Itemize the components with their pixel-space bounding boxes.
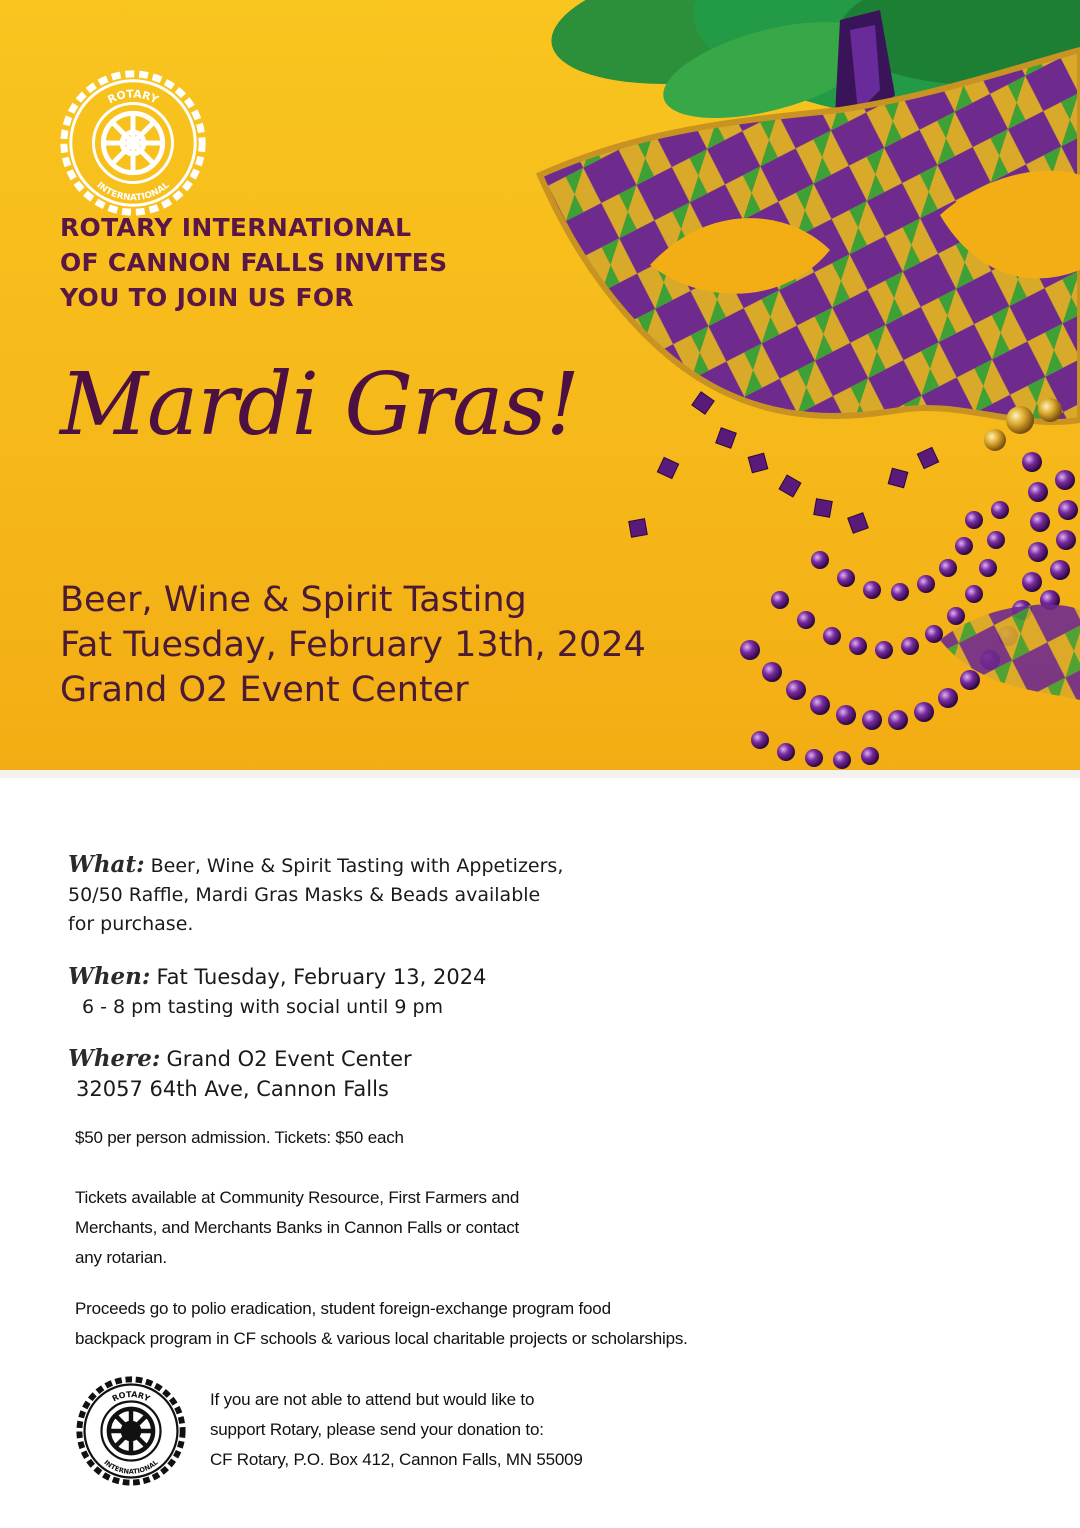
what-section <box>68 850 563 939</box>
where-venue: Grand O2 Event Center <box>166 1047 412 1071</box>
donation-section <box>210 1385 583 1475</box>
what-text: 50/50 Raffle, Mardi Gras Masks & Beads available <box>68 884 541 906</box>
what-label: What: <box>68 851 145 878</box>
when-date: Fat Tuesday, February 13, 2024 <box>156 965 487 989</box>
when-label: When: <box>68 963 151 990</box>
invitation-headline <box>60 210 480 315</box>
rotary-logo <box>54 64 212 222</box>
where-label: Where: <box>68 1045 161 1072</box>
where-address: 32057 64th Ave, Cannon Falls <box>76 1077 389 1101</box>
donation-text: If you are not able to attend but would like to <box>210 1390 535 1409</box>
event-title: Mardi Gras! <box>60 355 580 455</box>
when-section <box>68 962 486 1022</box>
svg-text:INTERNATIONAL: INTERNATIONAL <box>94 180 172 204</box>
where-section <box>68 1044 412 1104</box>
price-text: $50 per person admission. Tickets: $50 each <box>75 1128 404 1147</box>
proceeds-section <box>75 1294 688 1354</box>
what-text: for purchase. <box>68 913 194 935</box>
headline-line: ROTARY INTERNATIONAL <box>60 213 412 242</box>
tickets-text: Tickets available at Community Resource, First Farmers and <box>75 1188 520 1207</box>
tickets-text: Merchants, and Merchants Banks in Cannon Falls or contact <box>75 1218 520 1237</box>
headline-line: YOU TO JOIN US FOR <box>60 283 354 312</box>
headline-line: OF CANNON FALLS INVITES <box>60 248 448 277</box>
what-text: Beer, Wine & Spirit Tasting with Appetizers, <box>150 855 564 877</box>
when-time: 6 - 8 pm tasting with social until 9 pm <box>82 996 444 1018</box>
svg-text:ROTARY: ROTARY <box>105 87 161 107</box>
section-divider <box>0 770 1080 778</box>
tickets-text: any rotarian. <box>75 1248 167 1267</box>
donation-address: CF Rotary, P.O. Box 412, Cannon Falls, MN 55009 <box>210 1450 583 1469</box>
donation-text: support Rotary, please send your donation to: <box>210 1420 544 1439</box>
mardi-gras-mask-image <box>520 0 1080 770</box>
rotary-logo-bottom <box>72 1372 190 1490</box>
proceeds-text: backpack program in CF schools & various local charitable projects or scholarships. <box>75 1329 688 1348</box>
beads-decoration <box>629 392 1080 769</box>
event-summary-line: Fat Tuesday, February 13th, 2024 <box>60 625 646 665</box>
event-summary-line: Beer, Wine & Spirit Tasting <box>60 580 527 620</box>
svg-text:ROTARY: ROTARY <box>110 1388 152 1404</box>
proceeds-text: Proceeds go to polio eradication, student foreign-exchange program food <box>75 1299 611 1318</box>
tickets-section <box>75 1183 519 1273</box>
event-summary-line: Grand O2 Event Center <box>60 670 469 710</box>
svg-text:INTERNATIONAL: INTERNATIONAL <box>102 1458 160 1476</box>
